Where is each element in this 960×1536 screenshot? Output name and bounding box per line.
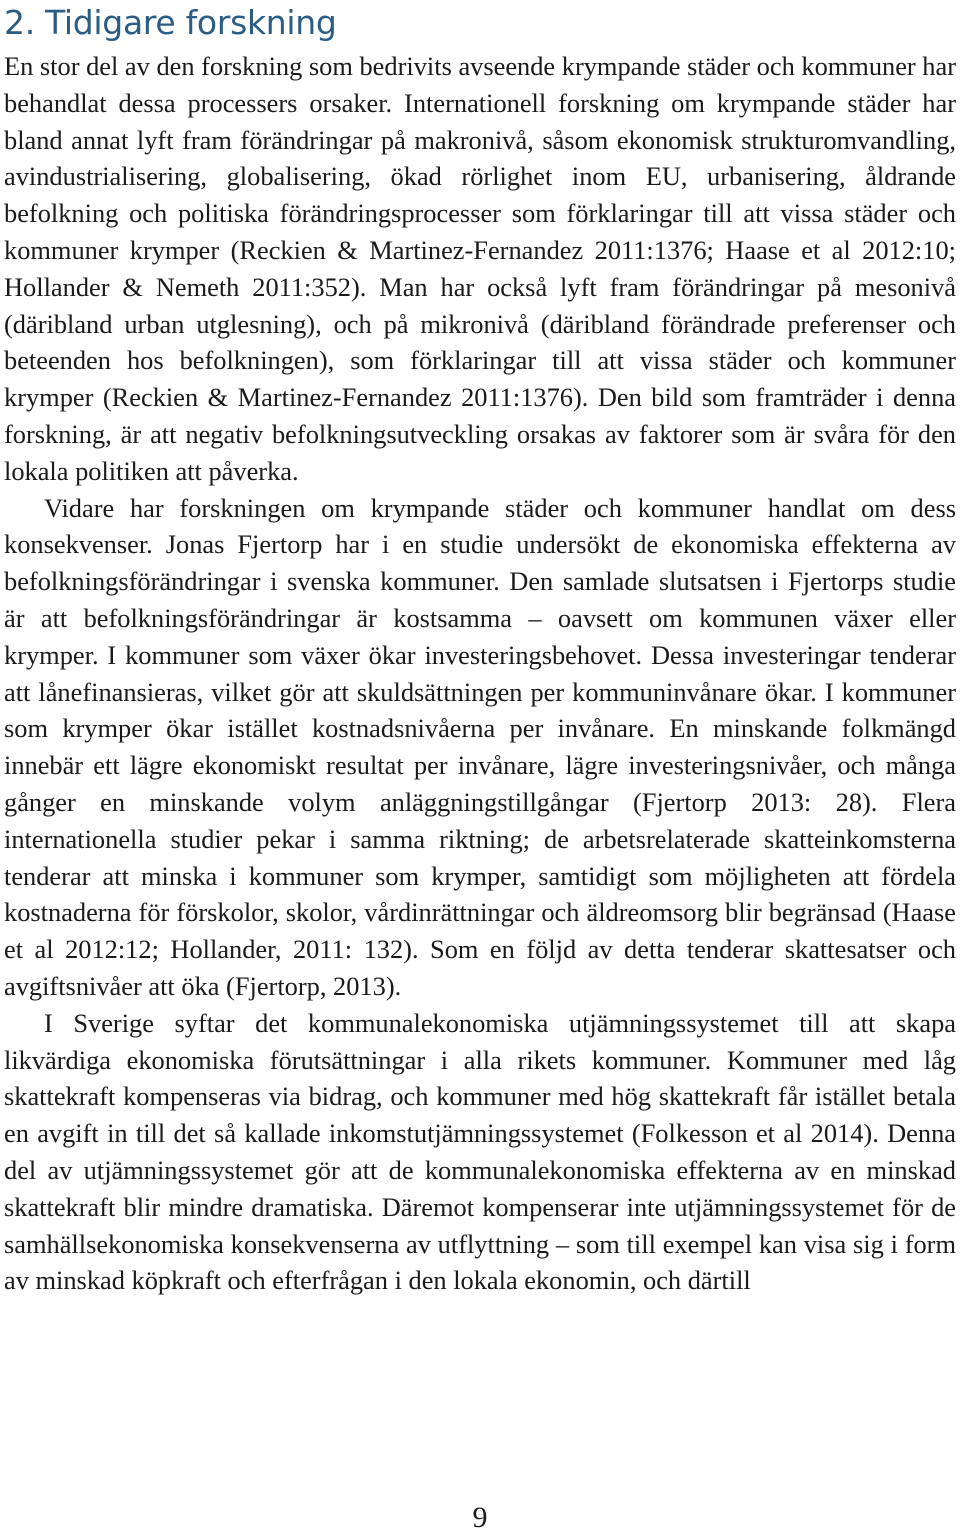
- paragraph-1: En stor del av den forskning som bedrivits avseende krympande städer och kommuner har behandlat dessa processers orsaker. Internationell forskning om krympande städer har bland annat lyft fram förändringar på makronivå, såsom ekonomisk strukturomvandling, avindustrialisering, globalisering, ökad rörlighet inom EU, urbanisering, åldrande befolkning och politiska förändringsprocesser som förklaringar till att vissa städer och kommuner krymper (Reckien & Martinez-Fernandez 2011:1376; Haase et al 2012:10; Hollander & Nemeth 2011:352). Man har också lyft fram förändringar på mesonivå (däribland urban utglesning), och på mikronivå (däribland förändrade preferenser och beteenden hos befolkningen), som förklaringar till att vissa städer och kommuner krymper (Reckien & Martinez-Fernandez 2011:1376). Den bild som framträder i denna forskning, är att negativ befolkningsutveckling orsakas av faktorer som är svåra för den lokala politiken att påverka.: [4, 51, 957, 486]
- paragraph-2: Vidare har forskningen om krympande städer och kommuner handlat om dess konsekvenser. Jonas Fjertorp har i en studie undersökt de ekonomiska effekterna av befolkningsförändringar i svenska kommuner. Den samlade slutsatsen i Fjertorps studie är att befolkningsförändringar är kostsamma – oavsett om kommunen växer eller krymper. I kommuner som växer ökar investeringsbehovet. Dessa investeringar tenderar att lånefinansieras, vilket gör att skuldsättningen per kommuninvånare ökar. I kommuner som krymper ökar istället kostnadsnivåerna per invånare. En minskande folkmängd innebär ett lägre ekonomiskt resultat per invånare, lägre investeringsnivåer, och många gånger en minskande volym anläggningstillgångar (Fjertorp 2013: 28). Flera internationella studier pekar i samma riktning; de arbetsrelaterade skatteinkomsterna tenderar att minska i kommuner som krymper, samtidigt som möjligheten att fördela kostnaderna för förskolor, skolor, vårdinrättningar och äldreomsorg blir begränsad (Haase et al 2012:12; Hollander, 2011: 132). Som en följd av detta tenderar skattesatser och avgiftsnivåer att öka (Fjertorp, 2013).: [4, 492, 956, 1001]
- paragraph-3: I Sverige syftar det kommunalekonomiska utjämningssystemet till att skapa likvärdiga ekonomiska förutsättningar i alla rikets kommuner. Kommuner med låg skattekraft kompenseras via bidrag, och kommuner med hög skattekraft får istället betala en avgift in till det så kallade inkomstutjämningssystemet (Folkesson et al 2014). Denna del av utjämningssystemet gör att de kommunalekonomiska effekterna av en minskad skattekraft blir mindre dramatiska. Däremot kompenserar inte utjämningssystemet för de samhällsekonomiska konsekvenserna av utflyttning – som till exempel kan visa sig i form av minskad köpkraft och efterfrågan i den lokala ekonomin, och därtill: [4, 1007, 956, 1296]
- page-number: 9: [472, 1501, 488, 1534]
- section-heading: 2. Tidigare forskning: [4, 3, 337, 42]
- body-text: [4, 48, 956, 1299]
